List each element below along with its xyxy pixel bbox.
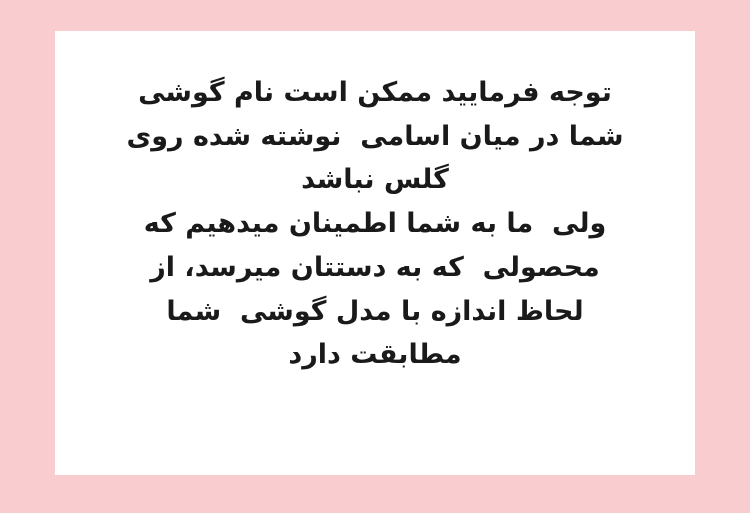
notice-line: شما در میان اسامی نوشته شده روی bbox=[126, 120, 624, 152]
notice-line: گلس نباشد bbox=[301, 164, 449, 196]
notice-line: محصولی که به دستتان میرسد، از bbox=[150, 251, 600, 283]
notice-line: لحاظ اندازه با مدل گوشی شما bbox=[166, 295, 584, 327]
notice-card bbox=[55, 31, 695, 475]
notice-line: مطابقت دارد bbox=[288, 339, 462, 371]
notice-line: ولی ما به شما اطمینان میدهیم که bbox=[143, 208, 607, 240]
notice-text-block bbox=[85, 71, 665, 377]
notice-line: توجه فرمایید ممکن است نام گوشی bbox=[138, 77, 612, 108]
